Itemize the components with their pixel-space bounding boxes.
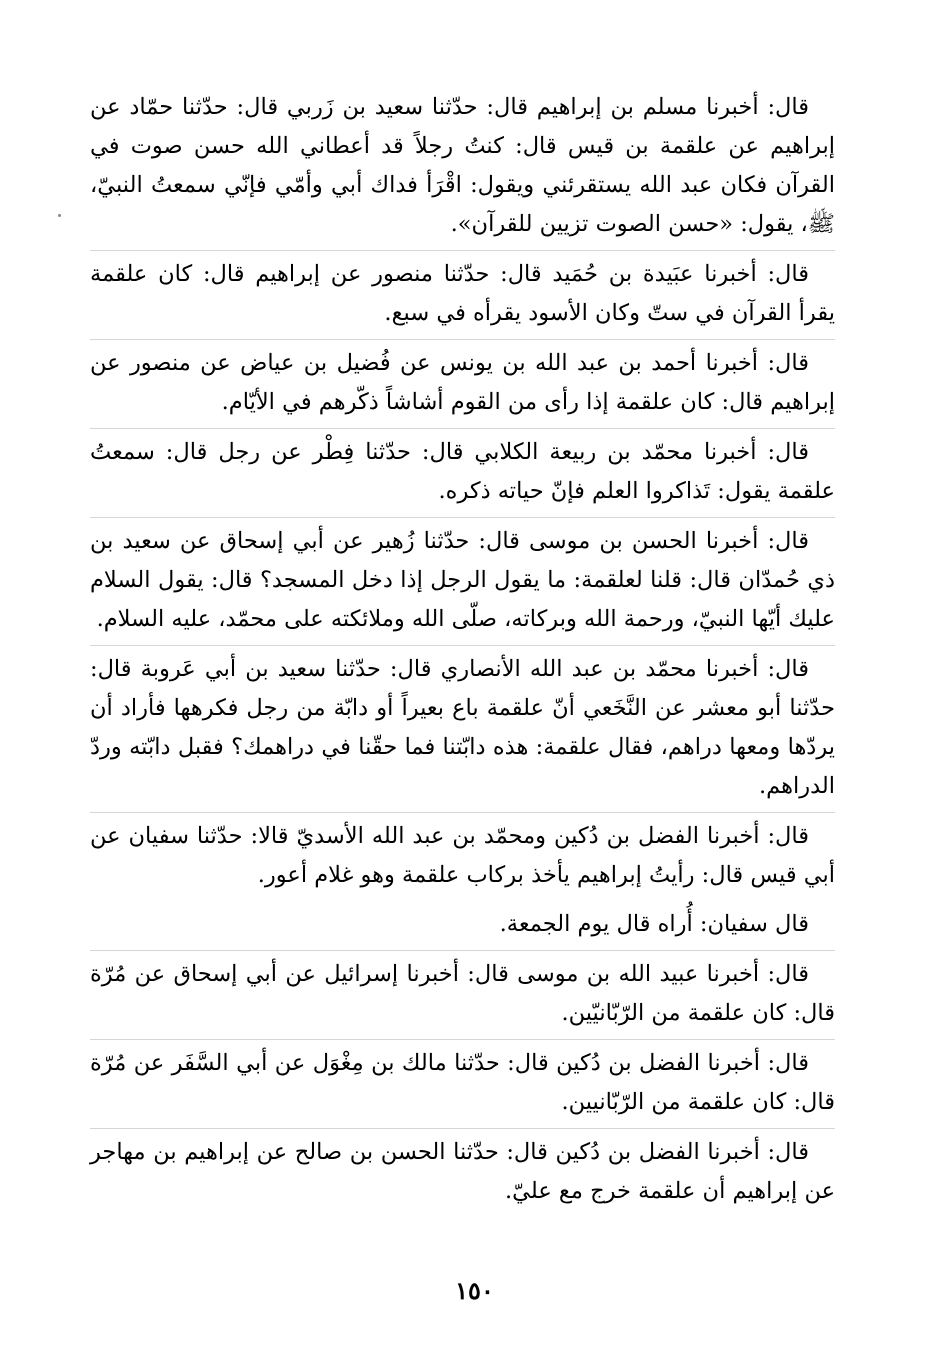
paragraph-hadith-7-note: قال سفيان: أُراه قال يوم الجمعة.: [90, 901, 835, 951]
paragraph-hadith-3: قال: أخبرنا أحمد بن عبد الله بن يونس عن فُضيل بن عياض عن منصور عن إبراهيم قال: كان علقمة إذا رأى من القوم أشاشاً ذكّرهم في الأيّام.: [90, 340, 835, 429]
paragraph-hadith-8: قال: أخبرنا عبيد الله بن موسى قال: أخبرنا إسرائيل عن أبي إسحاق عن مُرّة قال: كان علقمة من الرّبّانيّين.: [90, 951, 835, 1040]
paragraph-hadith-7: قال: أخبرنا الفضل بن دُكين ومحمّد بن عبد الله الأسديّ قالا: حدّثنا سفيان عن أبي قيس قال: رأيتُ إبراهيم يأخذ بركاب علقمة وهو غلام أعور.: [90, 823, 835, 888]
margin-speck: [58, 214, 61, 217]
paragraph-hadith-4: قال: أخبرنا محمّد بن ربيعة الكلابي قال: حدّثنا فِطْر عن رجل قال: سمعتُ علقمة يقول: تَذاكروا العلم فإنّ حياته ذكره.: [90, 429, 835, 518]
paragraph-hadith-6: قال: أخبرنا محمّد بن عبد الله الأنصاري قال: حدّثنا سعيد بن أبي عَروبة قال: حدّثنا أبو معشر عن النَّخَعي أنّ علقمة باع بعيراً أو دابّة من رجل فكرهها فأراد أن يردّها ومعها دراهم، فقال علقمة: هذه دابّتنا فما حقّنا في دراهمك؟ فقبل دابّته وردّ الدراهم.: [90, 646, 835, 813]
page-number: ١٥٠: [455, 1276, 494, 1305]
page-body: [90, 84, 835, 1217]
paragraph-hadith-1: قال: أخبرنا مسلم بن إبراهيم قال: حدّثنا سعيد بن زَربي قال: حدّثنا حمّاد عن إبراهيم عن علقمة بن قيس قال: كنتُ رجلاً قد أعطاني الله حسن صوت في القرآن فكان عبد الله يستقرئني ويقول: اقْرَأ فداك أبي وأمّي فإنّي سمعتُ النبيّ، ﷺ، يقول: «حسن الصوت تزيين للقرآن».: [90, 84, 835, 251]
paragraph-hadith-9: قال: أخبرنا الفضل بن دُكين قال: حدّثنا مالك بن مِغْوَل عن أبي السَّفَر عن مُرّة قال: كان علقمة من الرّبّانيين.: [90, 1040, 835, 1129]
paragraph-hadith-2: قال: أخبرنا عبَيدة بن حُمَيد قال: حدّثنا منصور عن إبراهيم قال: كان علقمة يقرأ القرآن في ستّ وكان الأسود يقرأه في سبع.: [90, 251, 835, 340]
paragraph-hadith-10: قال: أخبرنا الفضل بن دُكين قال: حدّثنا الحسن بن صالح عن إبراهيم بن مهاجر عن إبراهيم أن علقمة خرج مع عليّ.: [90, 1139, 835, 1204]
paragraph-hadith-5: قال: أخبرنا الحسن بن موسى قال: حدّثنا زُهير عن أبي إسحاق عن سعيد بن ذي حُمدّان قال: قلنا لعلقمة: ما يقول الرجل إذا دخل المسجد؟ قال: يقول السلام عليك أيّها النبيّ، ورحمة الله وبركاته، صلّى الله وملائكته على محمّد، عليه السلام.: [90, 518, 835, 646]
